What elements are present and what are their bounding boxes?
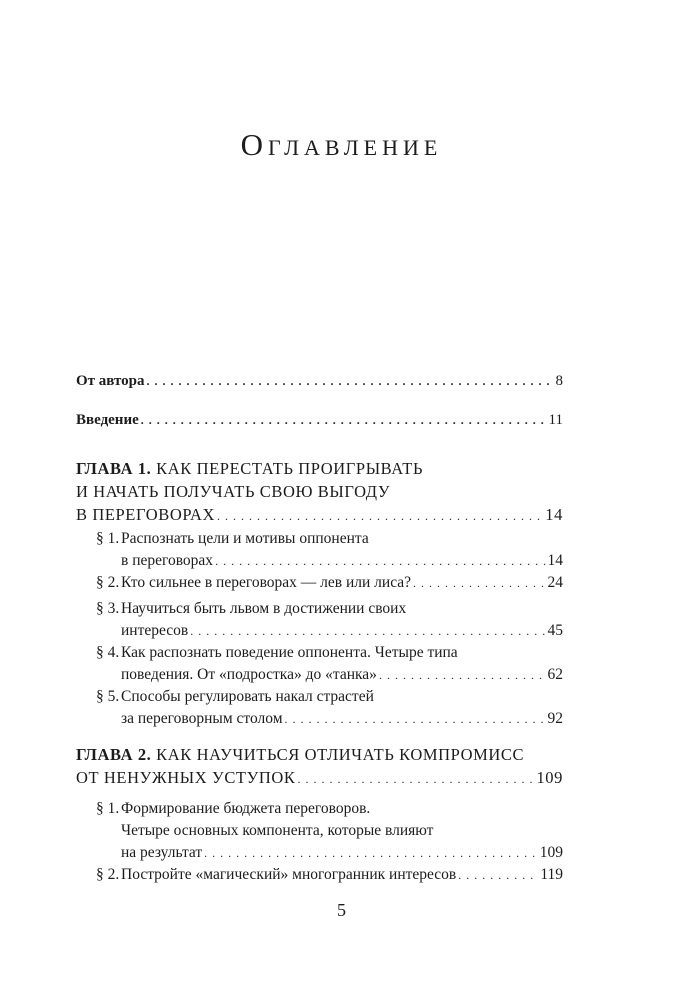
- toc-entry-label: Введение: [76, 412, 139, 428]
- chapter-title-line: В ПЕРЕГОВОРАХ: [76, 505, 216, 524]
- section-title-line: интересов: [121, 622, 189, 639]
- chapter-title-line: КАК НАУЧИТЬСЯ ОТЛИЧАТЬ КОМПРОМИСС: [156, 745, 525, 764]
- section-number: § 1.: [96, 800, 120, 817]
- section-title-line: в переговорах: [121, 552, 214, 569]
- toc-chapter-2[interactable]: [76, 743, 563, 791]
- toc-section-2-1[interactable]: [96, 798, 563, 864]
- dot-leader: [379, 664, 546, 686]
- toc-entry-intro[interactable]: [76, 409, 563, 431]
- toc-section-1-3[interactable]: [96, 598, 563, 642]
- toc-page-number: 45: [547, 622, 563, 639]
- section-title-line: поведения. От «подростка» до «танка»: [121, 666, 377, 683]
- toc-page-number: 11: [548, 412, 563, 428]
- dot-leader: [217, 503, 543, 528]
- dot-leader: [285, 708, 546, 730]
- section-title-line: Распознать цели и мотивы оппонента: [121, 530, 369, 547]
- dot-leader: [141, 409, 547, 431]
- dot-leader: [190, 620, 545, 642]
- toc-entry-label: От автора: [76, 373, 145, 389]
- section-number: § 1.: [96, 530, 120, 547]
- chapter-title-line: КАК ПЕРЕСТАТЬ ПРОИГРЫВАТЬ: [156, 459, 424, 478]
- section-title-line: Кто сильнее в переговорах — лев или лиса?: [121, 574, 412, 591]
- toc-page-number: 8: [555, 373, 563, 389]
- section-title-line: Формирование бюджета переговоров.: [121, 800, 371, 817]
- toc-page-number: 62: [547, 666, 563, 683]
- section-title-line: Постройте «магический» многогранник интересов: [121, 866, 457, 883]
- section-title-line: на результат: [121, 844, 203, 861]
- dot-leader: [298, 766, 535, 791]
- toc-section-1-5[interactable]: [96, 686, 563, 730]
- chapter-title-line: И НАЧАТЬ ПОЛУЧАТЬ СВОЮ ВЫГОДУ: [76, 482, 391, 501]
- toc-entry-author[interactable]: [76, 370, 563, 392]
- chapter-number: ГЛАВА 2.: [76, 745, 152, 764]
- dot-leader: [413, 572, 545, 594]
- section-title-line: Четыре основных компонента, которые влияют: [121, 822, 434, 839]
- section-number: § 5.: [96, 688, 120, 705]
- toc-page-number: 119: [540, 866, 563, 883]
- toc-section-1-2[interactable]: [96, 572, 563, 594]
- section-number: § 2.: [96, 866, 120, 883]
- toc-page-number: 14: [547, 552, 563, 569]
- toc-section-1-1[interactable]: [96, 528, 563, 572]
- section-number: § 3.: [96, 600, 120, 617]
- toc-page-number: 109: [536, 768, 563, 787]
- section-title-line: Способы регулировать накал страстей: [121, 688, 374, 705]
- dot-leader: [458, 864, 538, 886]
- section-title-line: Научиться быть львом в достижении своих: [121, 600, 407, 617]
- chapter-number: ГЛАВА 1.: [76, 459, 152, 478]
- dot-leader: [204, 842, 538, 864]
- page-number: 5: [337, 900, 346, 920]
- toc-page-number: 92: [547, 710, 563, 727]
- chapter-title-line: ОТ НЕНУЖНЫХ УСТУПОК: [76, 768, 296, 787]
- dot-leader: [147, 370, 554, 392]
- toc-page-number: 14: [545, 505, 563, 524]
- toc-page-number: 24: [547, 574, 563, 591]
- section-number: § 2.: [96, 574, 120, 591]
- toc-page-number: 109: [539, 844, 563, 861]
- page-title: Оглавление: [240, 126, 443, 162]
- toc-chapter-1[interactable]: [76, 457, 563, 528]
- toc-section-2-2[interactable]: [96, 864, 563, 886]
- dot-leader: [215, 550, 545, 572]
- section-title-line: Как распознать поведение оппонента. Четыре типа: [121, 644, 458, 661]
- toc-section-1-4[interactable]: [96, 642, 563, 686]
- section-number: § 4.: [96, 644, 120, 661]
- section-title-line: за переговорным столом: [121, 710, 283, 727]
